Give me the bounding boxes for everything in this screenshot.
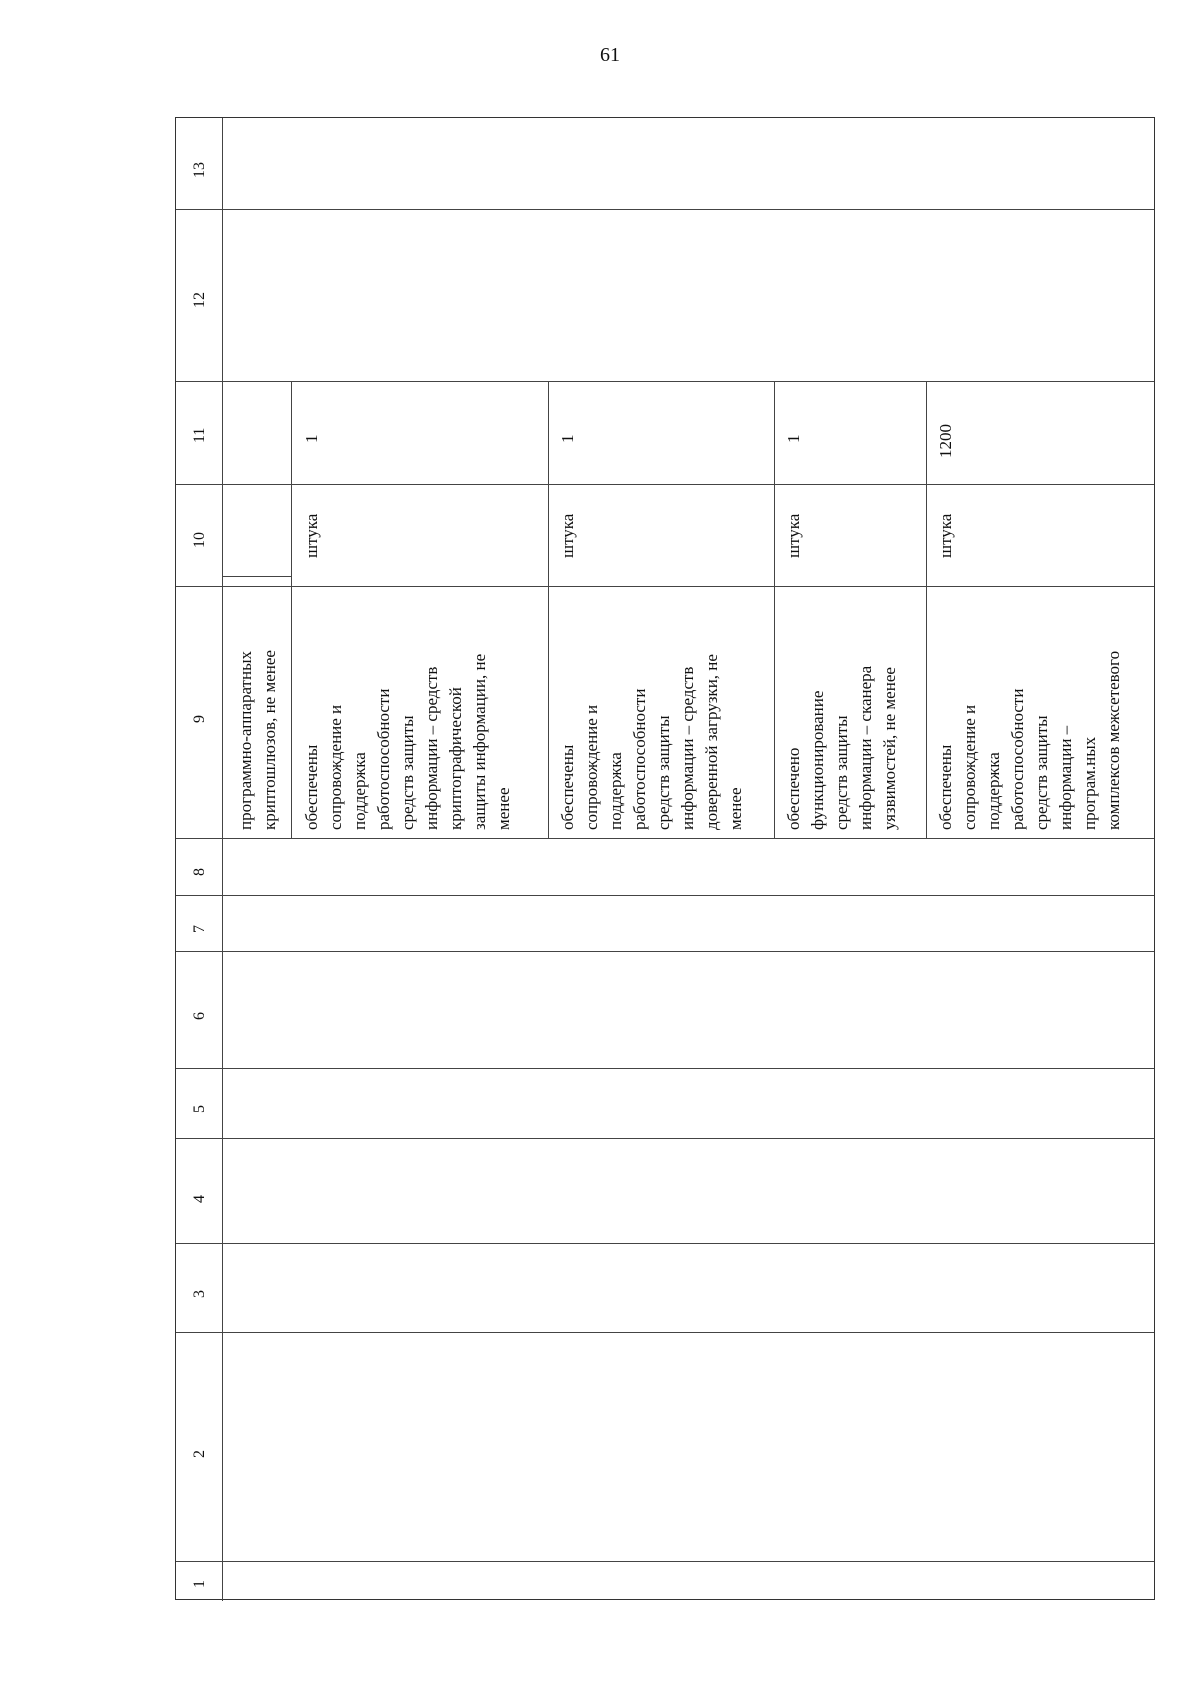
rotated-table [175,117,1155,1600]
header-col-12: 12 [191,292,208,308]
row-4-col-10-unit: штука [784,513,803,558]
row-separator [774,381,775,838]
header-col-7: 7 [191,925,208,933]
row-5-col-11-qty: 1200 [936,424,955,458]
row-3-col-10-unit: штука [558,513,577,558]
header-col-9: 9 [191,715,208,723]
header-col-10: 10 [191,532,208,548]
col-separator [176,895,1154,896]
header-col-4: 4 [191,1195,208,1203]
header-col-6: 6 [191,1012,208,1020]
header-col-8: 8 [191,868,208,876]
row-4-col-11-qty: 1 [784,434,803,443]
row-3-col-11-qty: 1 [558,434,577,443]
col-separator [176,1561,1154,1562]
header-col-3: 3 [191,1290,208,1298]
header-col-11: 11 [191,427,208,443]
col-separator [176,838,1154,839]
col-separator [176,1332,1154,1333]
header-col-2: 2 [191,1450,208,1458]
row-separator [291,381,292,838]
row-3-col-9: обеспечены сопровождение и поддержка работоспособности средств защиты информации – средств доверенной загрузки, не менее [558,654,745,830]
col-separator [176,1068,1154,1069]
col-separator [176,209,1154,210]
row-2-col-9: обеспечены сопровождение и поддержка работоспособности средств защиты информации – средств криптографической защиты информации, не менее [302,653,513,830]
col-separator [176,951,1154,952]
header-separator [222,118,223,1601]
row-4-col-9: обеспечено функционирование средств защиты информации – сканера уязвимостей, не менее [784,665,899,830]
header-col-5: 5 [191,1105,208,1113]
row-2-col-11-qty: 1 [302,434,321,443]
col-separator [176,381,1154,382]
header-col-1: 1 [191,1580,208,1588]
header-col-13: 13 [191,162,208,178]
col-separator [176,1243,1154,1244]
col-separator [176,1138,1154,1139]
row-separator [926,381,927,838]
row-2-col-10-unit: штука [302,513,321,558]
row-5-col-9: обеспечены сопровождение и поддержка работоспособности средств защиты информации – програм.ных комплексов межсетевого [936,650,1123,830]
page-number: 61 [600,44,620,66]
row-1-col-9: программно-аппаратных криптошлюзов, не менее [236,650,279,830]
row-5-col-10-unit: штука [936,513,955,558]
row-separator [548,381,549,838]
